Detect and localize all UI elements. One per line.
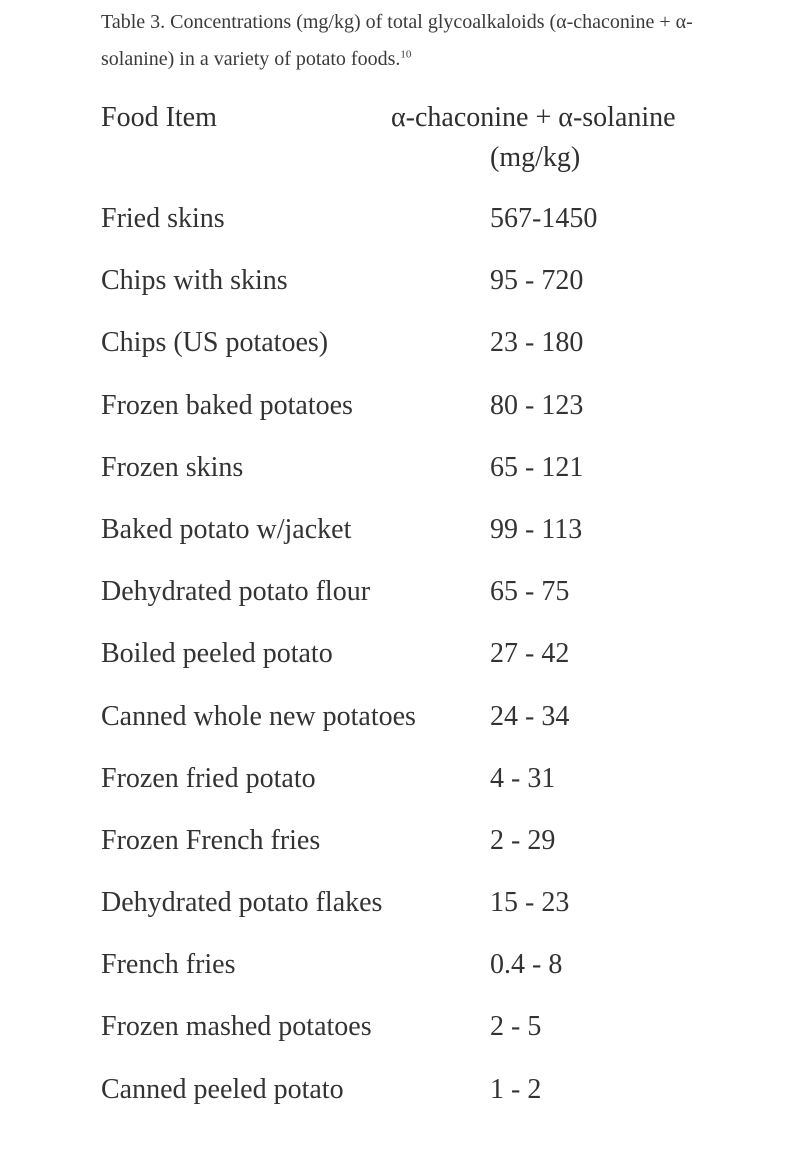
concentration-cell: 2 - 5 xyxy=(490,1011,542,1043)
food-cell: Chips with skins xyxy=(101,265,288,297)
food-cell: Canned peeled potato xyxy=(101,1073,344,1105)
table-row xyxy=(101,934,741,996)
table-row xyxy=(101,872,741,934)
concentration-cell: 4 - 31 xyxy=(490,762,556,794)
table-row xyxy=(101,1059,741,1121)
food-cell: French fries xyxy=(101,949,236,981)
concentration-cell: 99 - 113 xyxy=(490,513,583,545)
concentration-cell: 27 - 42 xyxy=(490,638,570,670)
table-row xyxy=(101,810,741,872)
food-cell: Dehydrated potato flour xyxy=(101,576,371,608)
concentration-cell: 1 - 2 xyxy=(490,1073,542,1105)
food-cell: Chips (US potatoes) xyxy=(101,327,329,359)
concentration-cell: 65 - 121 xyxy=(490,451,584,483)
food-cell: Fried skins xyxy=(101,203,225,234)
caption-reference: 10 xyxy=(400,48,412,61)
table-row xyxy=(101,312,741,374)
concentration-cell: 567-1450 xyxy=(490,203,598,234)
food-cell: Frozen skins xyxy=(101,451,244,483)
food-cell: Canned whole new potatoes xyxy=(101,700,416,732)
table-body xyxy=(101,188,741,1121)
concentration-cell: 65 - 75 xyxy=(490,576,570,608)
concentration-cell: 0.4 - 8 xyxy=(490,949,563,981)
table-row xyxy=(101,623,741,685)
concentration-cell: 15 - 23 xyxy=(490,887,570,919)
concentration-cell: 95 - 720 xyxy=(490,265,584,297)
table-row xyxy=(101,996,741,1058)
concentration-cell: 2 - 29 xyxy=(490,824,556,856)
table-row xyxy=(101,437,741,499)
concentration-cell: 23 - 180 xyxy=(490,327,584,359)
header-concentration xyxy=(391,98,711,178)
concentration-cell: 24 - 34 xyxy=(490,700,570,732)
food-cell: Frozen mashed potatoes xyxy=(101,1011,372,1043)
table-caption xyxy=(101,4,741,78)
concentration-cell: 80 - 123 xyxy=(490,389,584,421)
table-row xyxy=(101,375,741,437)
food-cell: Frozen baked potatoes xyxy=(101,389,353,421)
table-row xyxy=(101,561,741,623)
table-row xyxy=(101,250,741,312)
food-cell: Baked potato w/jacket xyxy=(101,513,352,545)
food-cell: Boiled peeled potato xyxy=(101,638,333,670)
food-cell: Frozen French fries xyxy=(101,824,321,856)
header-concentration-line1: α-chaconine + α-solanine xyxy=(391,102,676,133)
table-row xyxy=(101,188,741,250)
header-concentration-unit: (mg/kg) xyxy=(490,142,581,173)
table-row xyxy=(101,686,741,748)
glycoalkaloid-table xyxy=(101,98,741,1105)
table-row xyxy=(101,748,741,810)
caption-text: Table 3. Concentrations (mg/kg) of total glycoalkaloids (α-chaconine + α-solanine) in a variety of potato foods. xyxy=(101,11,693,70)
food-cell: Frozen fried potato xyxy=(101,762,316,794)
table-header xyxy=(101,98,741,188)
header-food-item: Food Item xyxy=(101,102,217,133)
table-row xyxy=(101,499,741,561)
food-cell: Dehydrated potato flakes xyxy=(101,887,383,919)
